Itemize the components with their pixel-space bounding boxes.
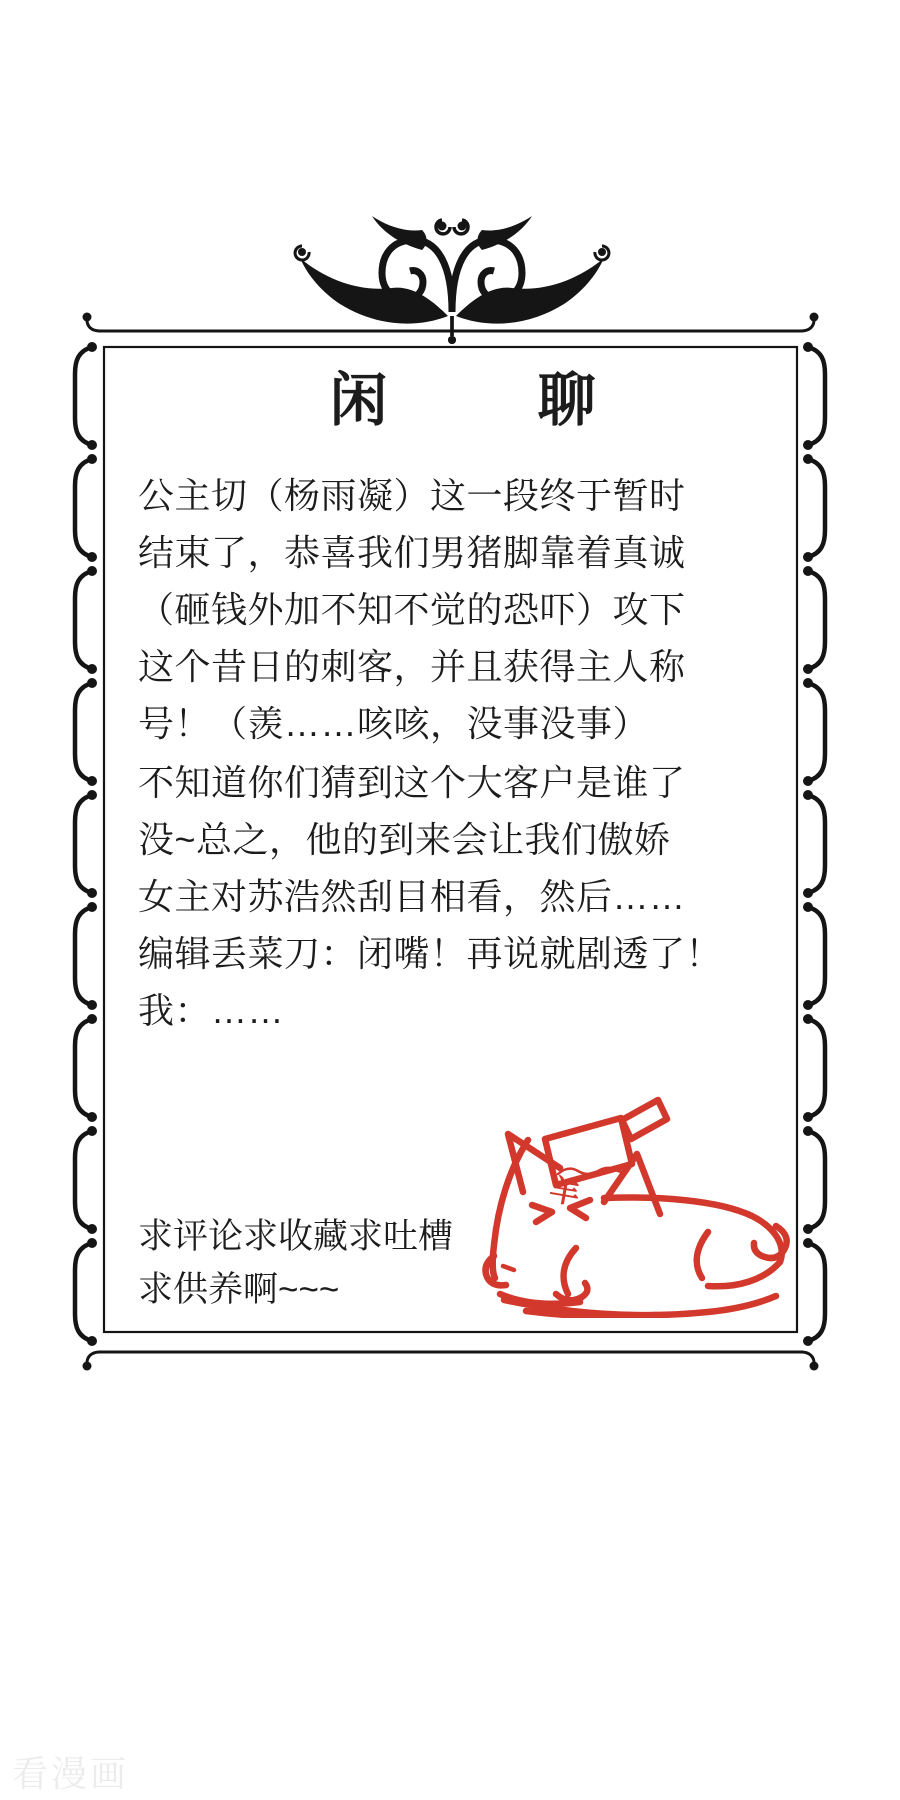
author-note-paragraph-1 <box>138 467 686 752</box>
note-line: （砸钱外加不知不觉的恐吓）攻下 <box>138 589 686 630</box>
note-line: 这个昔日的刺客，并且获得主人称 <box>138 646 686 687</box>
note-line: 公主切（杨雨凝）这一段终于暂时 <box>138 475 686 516</box>
note-line: 号！（羡……咳咳，没事没事） <box>138 703 650 744</box>
right-curl-chain <box>803 342 825 1346</box>
note-line: 结束了，恭喜我们男猪脚靠着真诚 <box>138 532 686 573</box>
chat-title-char-1: 闲 <box>329 368 388 433</box>
author-note-paragraph-2 <box>138 754 722 1039</box>
note-line: 不知道你们猜到这个大客户是谁了 <box>138 762 686 803</box>
request-note-line: 求评论求收藏求吐槽 <box>138 1217 454 1256</box>
pig-forehead-mark: 羊 <box>546 1173 583 1212</box>
chat-title <box>116 368 809 433</box>
request-note-line: 求供养啊~~~ <box>138 1270 340 1309</box>
note-line: 编辑丢菜刀：闭嘴！再说就剧透了！ <box>138 933 723 974</box>
chat-title-char-2: 聊 <box>537 368 596 433</box>
pig-with-cleaver-doodle <box>408 1050 798 1318</box>
request-note <box>138 1210 453 1316</box>
note-line: 我：…… <box>138 990 285 1031</box>
top-flourish-ornament <box>295 216 609 344</box>
left-curl-chain <box>75 342 97 1346</box>
note-line: 女主对苏浩然刮目相看，然后…… <box>138 876 686 917</box>
note-line: 没~总之，他的到来会让我们傲娇 <box>138 819 671 860</box>
pig-eyes <box>532 1205 552 1222</box>
kanmanhua-watermark: 看漫画 <box>12 1753 130 1794</box>
